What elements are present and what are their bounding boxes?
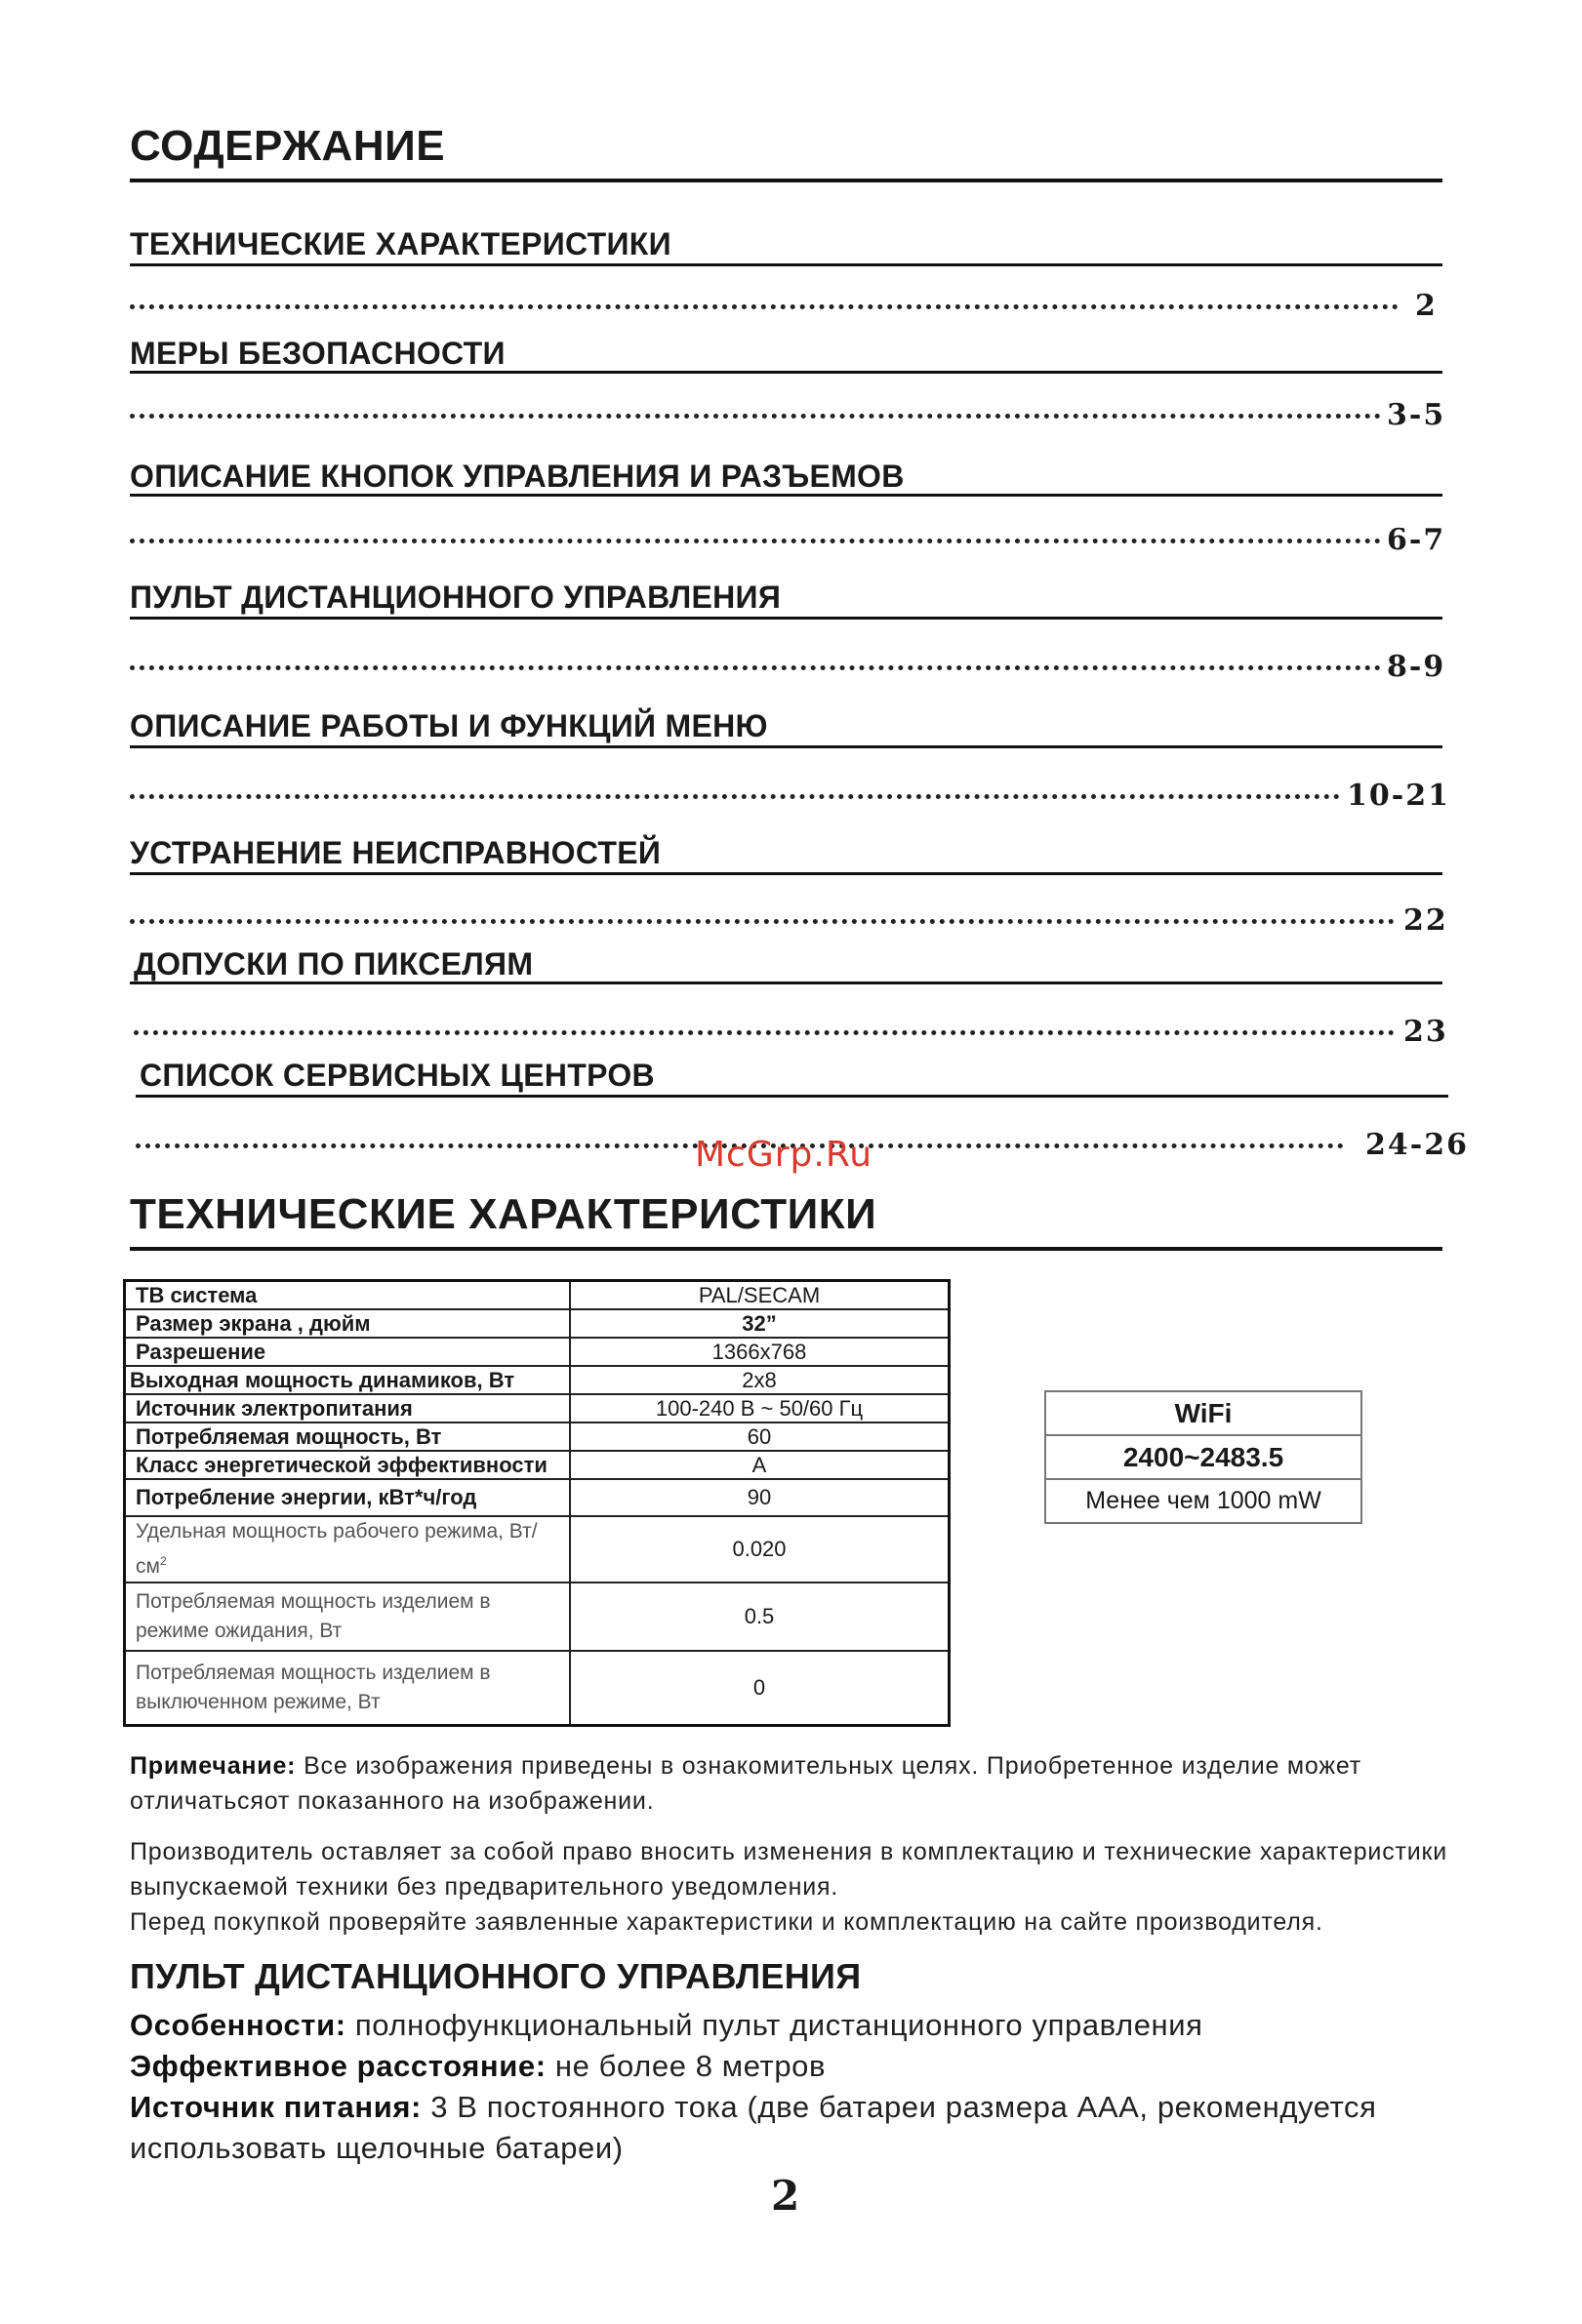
toc-entry-rule: [130, 872, 1442, 875]
toc-entry-page: 22: [1403, 903, 1448, 938]
table-row: [125, 1651, 950, 1726]
spec-value: 100-240 В ~ 50/60 Гц: [570, 1394, 950, 1422]
remote-power-text: 3 В постоянного тока (две батареи размера ААА, рекомендуется использовать щелочные батареи): [130, 2090, 1377, 2165]
note-paragraph: [130, 1748, 1457, 1819]
table-row: [125, 1422, 950, 1451]
spec-label: Потребляемая мощность, Вт: [125, 1422, 571, 1451]
toc-entry-rule: [130, 617, 1442, 620]
table-row: [125, 1338, 950, 1366]
toc-entry-rule: [130, 745, 1442, 748]
toc-dot-leader: [134, 1030, 1395, 1035]
disclaimer-line: Производитель оставляет за собой право вносить изменения в комплектацию и технические характеристики выпускаемой техники без предварительного уведомления.: [130, 1838, 1448, 1901]
toc-dot-leader: [130, 794, 1340, 799]
toc-entry-title: ОПИСАНИЕ КНОПОК УПРАВЛЕНИЯ И РАЗЪЕМОВ: [130, 459, 905, 494]
toc-entry-title: СПИСОК СЕРВИСНЫХ ЦЕНТРОВ: [140, 1058, 655, 1093]
spec-label: Источник электропитания: [125, 1394, 571, 1422]
spec-value: 60: [570, 1422, 950, 1451]
toc-entry-title: МЕРЫ БЕЗОПАСНОСТИ: [130, 336, 506, 371]
spec-value: 2x8: [570, 1366, 950, 1394]
table-row: [125, 1479, 950, 1516]
watermark-text: McGrp.Ru: [695, 1135, 873, 1175]
spec-label: Размер экрана , дюйм: [125, 1309, 571, 1338]
table-row: [125, 1394, 950, 1422]
spec-label: Разрешение: [125, 1338, 571, 1366]
remote-range-text: не более 8 метров: [554, 2049, 827, 2083]
toc-entry-title: ДОПУСКИ ПО ПИКСЕЛЯМ: [134, 946, 534, 982]
table-row: [125, 1366, 950, 1394]
remote-section: [130, 1956, 1399, 2169]
toc-entry-page: 10-21: [1347, 779, 1450, 813]
table-row: [1045, 1391, 1361, 1435]
toc-entry-page: 3-5: [1387, 398, 1446, 432]
toc-entry-rule: [130, 263, 1442, 266]
toc-entry-page: 2: [1415, 289, 1438, 323]
remote-power-label: Источник питания:: [130, 2090, 422, 2124]
remote-features-label: Особенности:: [130, 2008, 346, 2042]
note-text: Все изображения приведены в ознакомительных целях. Приобретенное изделие может отличатьсяот показанного на изображении.: [130, 1752, 1361, 1815]
spec-label: ТВ система: [125, 1281, 571, 1310]
toc-entry-title: ТЕХНИЧЕСКИЕ ХАРАКТЕРИСТИКИ: [130, 226, 671, 261]
toc-entry-rule: [136, 1095, 1448, 1098]
spec-label: [125, 1516, 571, 1583]
table-row: [125, 1583, 950, 1651]
spec-label: Потребляемая мощность изделием в выключенном режиме, Вт: [125, 1651, 571, 1726]
wifi-power: Менее чем 1000 mW: [1045, 1479, 1361, 1523]
toc-entry-page: 23: [1403, 1015, 1448, 1049]
contents-heading: СОДЕРЖАНИЕ: [130, 122, 446, 170]
table-row: [1045, 1435, 1361, 1479]
disclaimer-paragraph: [130, 1834, 1457, 1940]
toc-entry-page: 6-7: [1387, 523, 1446, 557]
toc-dot-leader: [130, 304, 1399, 309]
table-row: [1045, 1479, 1361, 1523]
remote-heading: ПУЛЬТ ДИСТАНЦИОННОГО УПРАВЛЕНИЯ: [130, 1956, 862, 1996]
table-row: [125, 1281, 950, 1310]
toc-entry-rule: [130, 371, 1442, 374]
specs-heading: ТЕХНИЧЕСКИЕ ХАРАКТЕРИСТИКИ: [130, 1190, 877, 1238]
spec-value: 0.020: [570, 1516, 950, 1583]
spec-label: Выходная мощность динамиков, Вт: [125, 1366, 571, 1394]
toc-entry-rule: [130, 494, 1442, 497]
wifi-header: WiFi: [1045, 1391, 1361, 1435]
spec-value: 32”: [570, 1309, 950, 1338]
note-label: Примечание:: [130, 1752, 297, 1780]
spec-value: 0.5: [570, 1583, 950, 1651]
toc-entry-page: 8-9: [1387, 650, 1446, 684]
wifi-frequency-range: 2400~2483.5: [1045, 1435, 1361, 1479]
remote-range-label: Эффективное расстояние:: [130, 2049, 547, 2083]
remote-power: [130, 2087, 1399, 2169]
spec-value: A: [570, 1451, 950, 1479]
spec-label: Потребление энергии, кВт*ч/год: [125, 1479, 571, 1516]
wifi-table: [1044, 1390, 1362, 1524]
page-number: 2: [771, 2172, 800, 2220]
toc-dot-leader: [130, 539, 1381, 543]
toc-dot-leader: [130, 665, 1381, 670]
remote-features: [130, 2005, 1399, 2046]
spec-value: 90: [570, 1479, 950, 1516]
remote-range: [130, 2046, 1399, 2087]
spec-label: Класс энергетической эффективности: [125, 1451, 571, 1479]
remote-features-text: полнофункциональный пульт дистанционного управления: [354, 2008, 1203, 2042]
superscript: 2: [159, 1554, 167, 1568]
spec-label: Потребляемая мощность изделием в режиме ожидания, Вт: [125, 1583, 571, 1651]
toc-dot-leader: [130, 919, 1395, 924]
spec-value: 1366x768: [570, 1338, 950, 1366]
disclaimer-line: Перед покупкой проверяйте заявленные характеристики и комплектацию на сайте производителя.: [130, 1908, 1323, 1936]
toc-entry-page: 24-26: [1365, 1128, 1469, 1162]
spec-value: 0: [570, 1651, 950, 1726]
toc-entry-rule: [130, 982, 1442, 984]
table-row: [125, 1516, 950, 1583]
table-row: [125, 1309, 950, 1338]
spec-value: PAL/SECAM: [570, 1281, 950, 1310]
toc-entry-title: ПУЛЬТ ДИСТАНЦИОННОГО УПРАВЛЕНИЯ: [130, 580, 782, 615]
toc-dot-leader: [130, 414, 1381, 419]
specs-table: [123, 1279, 951, 1727]
contents-heading-rule: [130, 179, 1442, 182]
toc-entry-title: УСТРАНЕНИЕ НЕИСПРАВНОСТЕЙ: [130, 835, 662, 870]
spec-label-text: Удельная мощность рабочего режима, Вт/см: [136, 1520, 538, 1578]
table-row: [125, 1451, 950, 1479]
specs-heading-rule: [130, 1247, 1442, 1251]
toc-entry-title: ОПИСАНИЕ РАБОТЫ И ФУНКЦИЙ МЕНЮ: [130, 708, 768, 743]
